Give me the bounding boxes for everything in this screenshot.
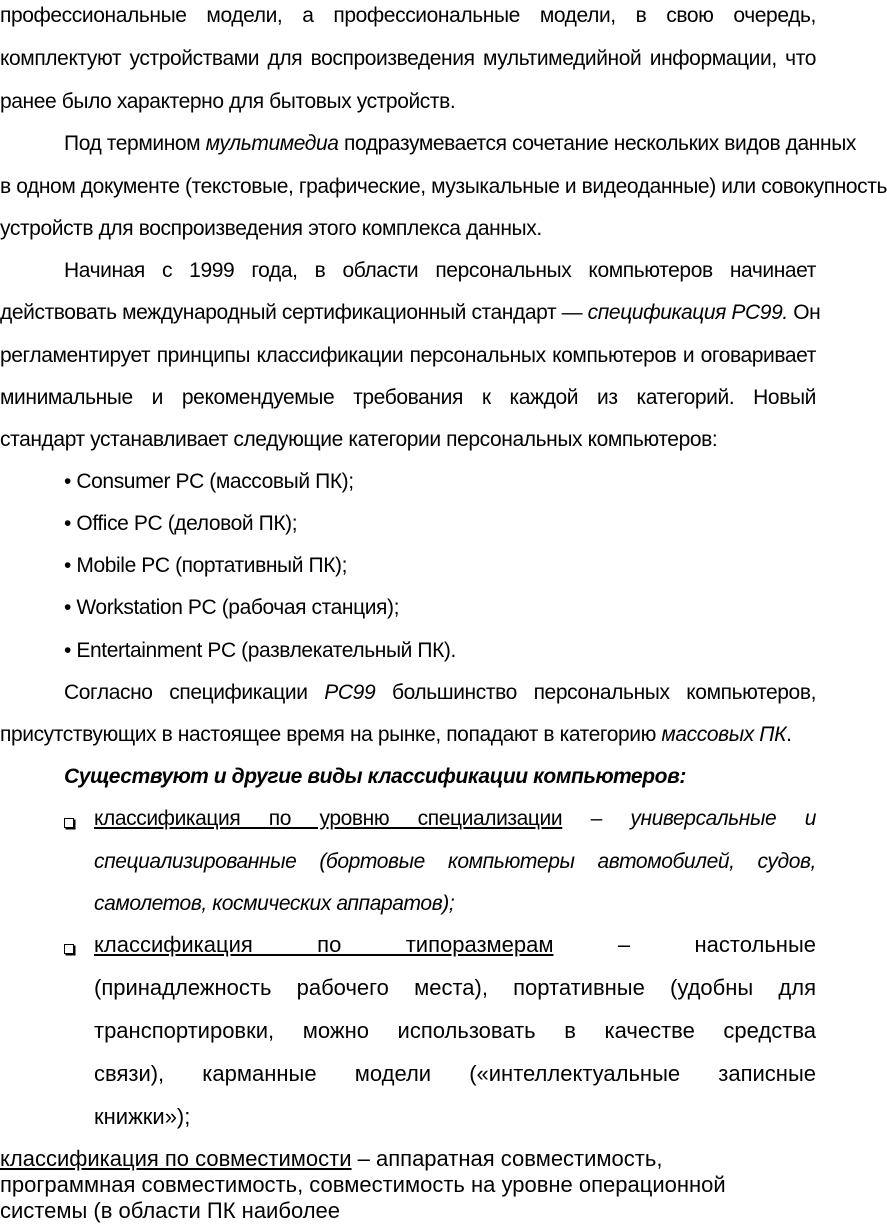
list-item-2-line-2: (принадлежность рабочего места), портативные (удобны для xyxy=(94,975,816,1000)
list-item-1-line-1 xyxy=(94,808,816,829)
list-item-1-line-3: самолетов, космических аппаратов); xyxy=(94,892,455,915)
checkbox-bullet-icon xyxy=(64,944,74,954)
term-pc99: РС99 xyxy=(324,681,376,704)
paragraph-2-line-3: устройств для воспроизведения этого комплекса данных. xyxy=(0,217,542,240)
compatibility-term: классификация по совместимости xyxy=(0,1146,352,1171)
paragraph-4-text-c: присутствующих в настоящее время на рынке, попадают в категорию xyxy=(0,723,656,746)
paragraph-3-line-4: минимальные и рекомендуемые требования к каждой из категорий. Новый xyxy=(0,386,816,409)
paragraph-4-text-b: большинство персональных компьютеров, xyxy=(391,681,817,704)
paragraph-5-line-3: системы (в области ПК наиболее xyxy=(0,1198,341,1223)
list-item-1-rest: – универсальные и xyxy=(590,807,817,830)
term-spec-pc99: спецификация РС99. xyxy=(587,301,788,324)
paragraph-3-text-a: действовать международный сертификационный стандарт — xyxy=(0,301,583,324)
section-heading: Существуют и другие виды классификации компьютеров: xyxy=(64,765,686,788)
paragraph-5-line-1 xyxy=(0,1148,662,1170)
paragraph-3-line-2 xyxy=(0,301,821,324)
list-item-2-term: классификация по типоразмерам xyxy=(94,932,554,957)
bullet-item: • Entertainment PC (развлекательный ПК). xyxy=(64,639,456,662)
paragraph-1-line-1: профессиональные модели, а профессиональные модели, в свою очередь, xyxy=(0,4,816,27)
list-item-2-rest: – настольные xyxy=(617,932,816,957)
paragraph-2-text-a: Под термином xyxy=(64,132,201,155)
paragraph-5-line-2: программная совместимость, совместимость на уровне операционной xyxy=(0,1172,726,1197)
paragraph-2-line-1 xyxy=(64,132,856,155)
paragraph-3-line-5: стандарт устанавливает следующие категории персональных компьютеров: xyxy=(0,428,718,451)
term-mass-pc: массовых ПК xyxy=(661,723,787,746)
list-item-1-line-2: специализированные (бортовые компьютеры автомобилей, судов, xyxy=(94,850,816,873)
paragraph-3-line-3: регламентирует принципы классификации персональных компьютеров и оговаривает xyxy=(0,344,816,367)
term-multimedia: мультимедиа xyxy=(205,132,339,155)
list-item-2-line-5: книжки»); xyxy=(94,1104,191,1129)
paragraph-5-rest: – аппаратная совместимость, xyxy=(357,1146,663,1171)
list-item-1-term: классификация по уровню специализации xyxy=(94,807,563,830)
bullet-item: • Mobile PC (портативный ПК); xyxy=(64,554,348,577)
list-item-2-line-1 xyxy=(94,934,816,956)
paragraph-3-line-1: Начиная с 1999 года, в области персональных компьютеров начинает xyxy=(64,259,816,282)
bullet-item: • Consumer PC (массовый ПК); xyxy=(64,470,354,493)
list-item-2-line-4: связи), карманные модели («интеллектуальные записные xyxy=(94,1061,816,1086)
checkbox-bullet-icon xyxy=(64,818,74,828)
paragraph-4-text-a: Согласно спецификации xyxy=(64,681,308,704)
paragraph-1-line-2: комплектуют устройствами для воспроизведения мультимедийной информации, что xyxy=(0,47,816,70)
list-item-2-line-3: транспортировки, можно использовать в качестве средства xyxy=(94,1018,816,1043)
paragraph-4-period: . xyxy=(786,723,792,746)
paragraph-2-text-b: подразумевается сочетание нескольких видов данных xyxy=(344,132,856,155)
bullet-item: • Office PC (деловой ПК); xyxy=(64,512,298,535)
paragraph-4-line-1 xyxy=(64,682,816,703)
paragraph-1-line-3: ранее было характерно для бытовых устройств. xyxy=(0,90,456,113)
paragraph-3-text-b: Он xyxy=(793,301,821,324)
paragraph-2-line-2: в одном документе (текстовые, графические, музыкальные и видеоданные) или совокупность xyxy=(0,175,887,198)
paragraph-4-line-2 xyxy=(0,724,792,745)
bullet-item: • Workstation PC (рабочая станция); xyxy=(64,596,400,619)
